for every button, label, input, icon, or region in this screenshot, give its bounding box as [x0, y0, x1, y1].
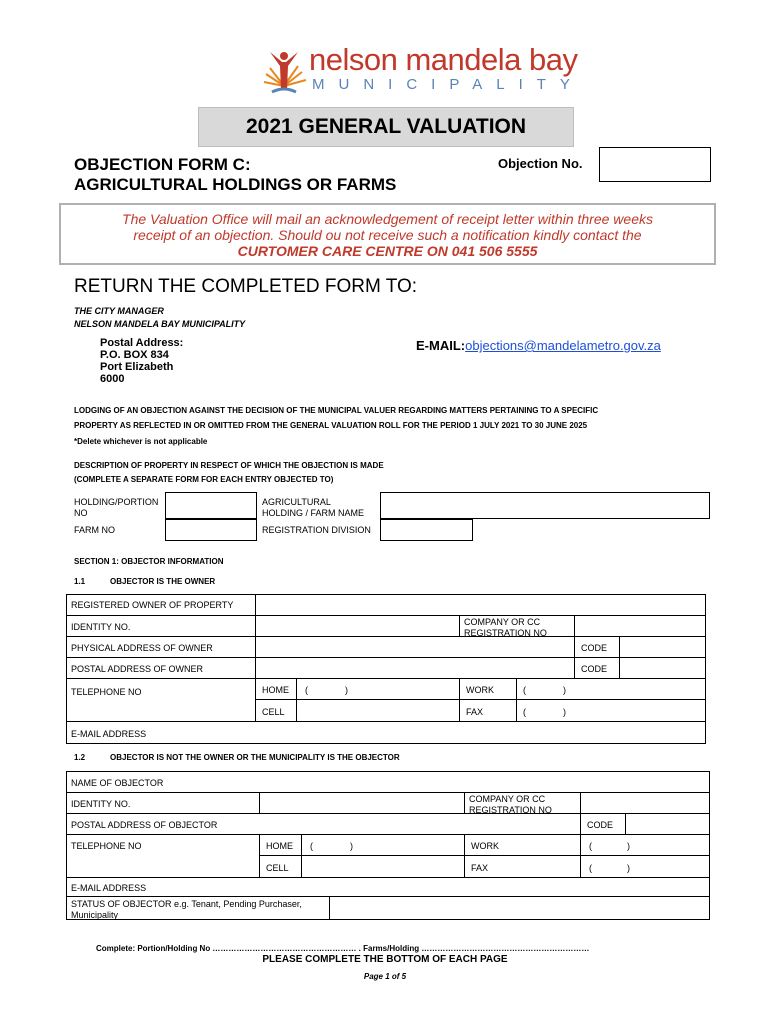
email-link[interactable]: objections@mandelametro.gov.za	[465, 338, 661, 353]
objector-status-label-cell: STATUS OF OBJECTOR e.g. Tenant, Pending Purchaser, Municipality	[66, 896, 330, 920]
owner-identity-field[interactable]	[255, 615, 460, 637]
owner-physical-code-field[interactable]	[619, 636, 706, 658]
objection-no-field[interactable]	[599, 147, 711, 182]
objector-postal-code-field[interactable]	[625, 813, 710, 835]
owner-postal-label-cell: POSTAL ADDRESS OF OWNER	[66, 657, 256, 679]
postal-label: Postal Address:	[100, 337, 184, 349]
postal-line2: Port Elizabeth	[100, 361, 174, 373]
owner-work-label-cell: WORK	[459, 678, 517, 700]
postal-line1: P.O. BOX 834	[100, 349, 169, 361]
lodging-line2: PROPERTY AS REFLECTED IN OR OMITTED FROM THE GENERAL VALUATION ROLL FOR THE PERIOD 1 JULY 2021 TO 30 JUNE 2025	[74, 421, 588, 430]
owner-company-label-cell: COMPANY OR CC REGISTRATION NO	[459, 615, 575, 637]
form-title-line1: OBJECTION FORM C:	[74, 155, 251, 174]
objector-home-field[interactable]: ( )	[301, 834, 465, 856]
owner-cell-field[interactable]	[296, 699, 460, 722]
email-line	[416, 338, 661, 353]
section1-title: SECTION 1: OBJECTOR INFORMATION	[74, 557, 224, 566]
notice-line1: The Valuation Office will mail an acknowledgement of receipt letter within three weeks	[122, 211, 653, 227]
postal-address	[100, 337, 183, 385]
farm-no-field[interactable]	[165, 519, 257, 541]
objector-fax-field[interactable]: ( )	[580, 855, 710, 878]
delete-note: *Delete whichever is not applicable	[74, 437, 208, 446]
objector-cell-field[interactable]	[301, 855, 465, 878]
owner-postal-code-field[interactable]	[619, 657, 706, 679]
owner-cell-label-cell: CELL	[255, 699, 297, 722]
logo-figure-icon	[262, 46, 312, 98]
logo-subtitle: MUNICIPALITY	[312, 76, 584, 93]
owner-physical-code-label: CODE	[574, 636, 620, 658]
holding-portion-field[interactable]	[165, 492, 257, 519]
owner-table	[66, 594, 706, 744]
objector-name-row[interactable]: NAME OF OBJECTOR	[66, 771, 710, 793]
objection-no-label: Objection No.	[498, 156, 583, 171]
objector-postal-code-label: CODE	[580, 813, 626, 835]
sub11-num: 1.1	[74, 577, 86, 586]
description-line2: (COMPLETE A SEPARATE FORM FOR EACH ENTRY OBJECTED TO)	[74, 475, 334, 484]
objector-work-label-cell: WORK	[464, 834, 581, 856]
reg-division-label: REGISTRATION DIVISION	[262, 525, 371, 535]
notice-line2: receipt of an objection. Should ou not receive such a notification kindly contact the	[133, 227, 642, 243]
recipient-line1: THE CITY MANAGER	[74, 306, 164, 316]
footer-page-number: Page 1 of 5	[363, 972, 407, 981]
objector-home-label-cell: HOME	[259, 834, 302, 856]
notice-box	[59, 203, 716, 265]
description-line1: DESCRIPTION OF PROPERTY IN RESPECT OF WHICH THE OBJECTION IS MADE	[74, 461, 384, 470]
footer-complete-line: Complete: Portion/Holding No ……………………………………………… . Farms/Holding ………………………………………………………	[96, 944, 590, 953]
owner-physical-field[interactable]	[255, 636, 575, 658]
owner-telephone-label-cell: TELEPHONE NO	[66, 678, 256, 722]
owner-email-row[interactable]: E-MAIL ADDRESS	[66, 721, 706, 744]
owner-physical-label-cell: PHYSICAL ADDRESS OF OWNER	[66, 636, 256, 658]
notice-phone: CURTOMER CARE CENTRE ON 041 506 5555	[237, 243, 538, 259]
farm-no-label: FARM NO	[74, 525, 116, 535]
recipient-line2: NELSON MANDELA BAY MUNICIPALITY	[74, 319, 246, 329]
owner-home-field[interactable]: ( )	[296, 678, 460, 700]
municipality-logo	[262, 42, 584, 98]
email-label: E-MAIL:	[416, 338, 466, 353]
owner-home-label-cell: HOME	[255, 678, 297, 700]
owner-registered-field[interactable]	[255, 594, 706, 616]
owner-work-field[interactable]: ( )	[516, 678, 706, 700]
owner-company-field[interactable]	[574, 615, 706, 637]
objector-identity-label-cell: IDENTITY NO.	[66, 792, 260, 814]
lodging-line1: LODGING OF AN OBJECTION AGAINST THE DECISION OF THE MUNICIPAL VALUER REGARDING MATTERS PERTAINING TO A SPECIFIC	[74, 406, 599, 415]
objector-work-field[interactable]: ( )	[580, 834, 710, 856]
sub11-title: OBJECTOR IS THE OWNER	[110, 577, 216, 586]
reg-division-field[interactable]	[380, 519, 473, 541]
objector-postal-label-cell: POSTAL ADDRESS OF OBJECTOR	[66, 813, 581, 835]
objector-status-field[interactable]	[329, 896, 710, 920]
objector-fax-label-cell: FAX	[464, 855, 581, 878]
agri-name-field[interactable]	[380, 492, 710, 519]
objector-email-row[interactable]: E-MAIL ADDRESS	[66, 877, 710, 897]
owner-postal-field[interactable]	[255, 657, 575, 679]
objector-cell-label-cell: CELL	[259, 855, 302, 878]
postal-line3: 6000	[100, 373, 125, 385]
objector-company-field[interactable]	[580, 792, 710, 814]
sub12-num: 1.2	[74, 753, 86, 762]
owner-postal-code-label: CODE	[574, 657, 620, 679]
objector-identity-field[interactable]	[259, 792, 465, 814]
form-title-line2: AGRICULTURAL HOLDINGS OR FARMS	[74, 175, 397, 194]
owner-fax-field[interactable]: ( )	[516, 699, 706, 722]
holding-portion-label: HOLDING/PORTION NO	[74, 497, 159, 518]
footer-please: PLEASE COMPLETE THE BOTTOM OF EACH PAGE	[262, 954, 508, 965]
owner-fax-label-cell: FAX	[459, 699, 517, 722]
objector-telephone-label-cell: TELEPHONE NO	[66, 834, 260, 878]
owner-identity-label-cell: IDENTITY NO.	[66, 615, 256, 637]
logo-name: nelson mandela bay	[309, 42, 578, 77]
sub12-title: OBJECTOR IS NOT THE OWNER OR THE MUNICIPALITY IS THE OBJECTOR	[110, 753, 400, 762]
objector-table	[66, 771, 710, 919]
agri-name-label: AGRICULTURAL HOLDING / FARM NAME	[262, 497, 365, 518]
owner-registered-label-cell: REGISTERED OWNER OF PROPERTY	[66, 594, 256, 616]
page-title: 2021 GENERAL VALUATION	[198, 107, 574, 147]
objector-company-label-cell: COMPANY OR CC REGISTRATION NO	[464, 792, 581, 814]
return-heading: RETURN THE COMPLETED FORM TO:	[74, 276, 418, 297]
